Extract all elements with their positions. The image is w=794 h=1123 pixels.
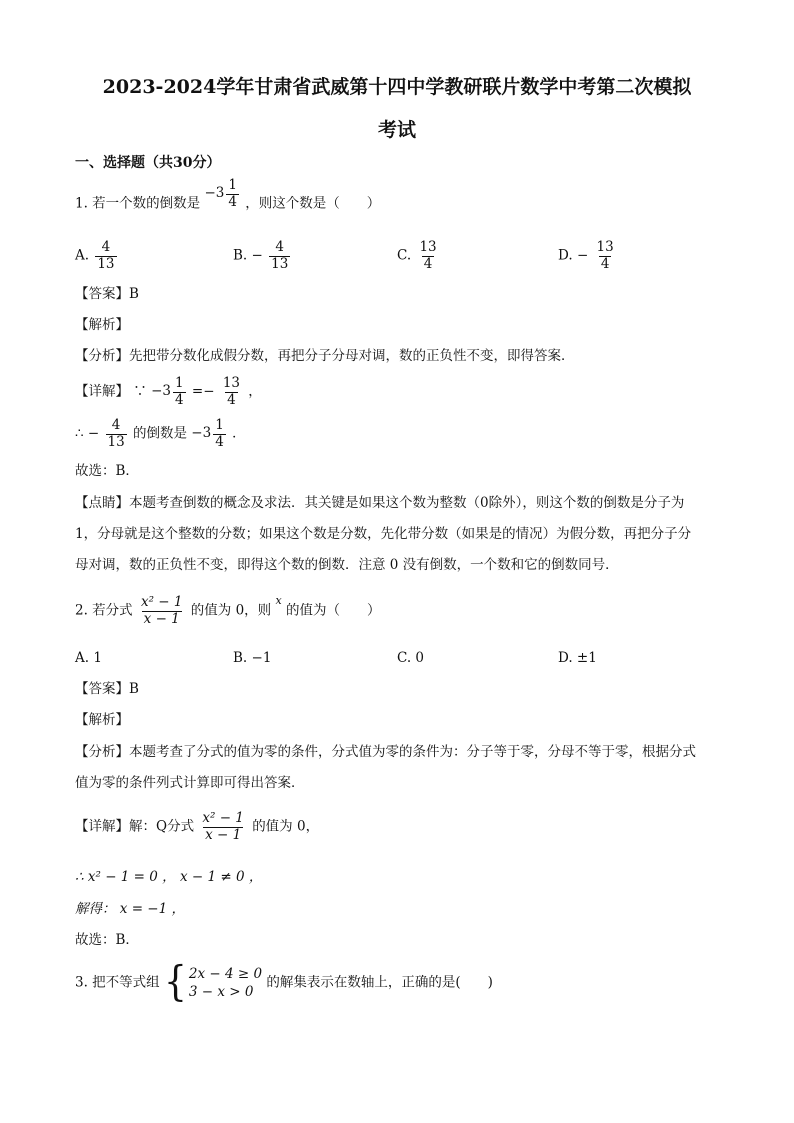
brace: { (163, 959, 187, 1007)
mixed-number (151, 376, 188, 408)
q1-answer: 【答案】B (75, 286, 139, 302)
step-text: 解得： x = −1 ， (75, 901, 185, 917)
q2-stem (75, 595, 380, 627)
fraction-denominator: 4 (423, 255, 433, 272)
q3-prefix: 3. 把不等式组 (75, 974, 160, 991)
mixed-number (191, 418, 228, 450)
q1-mixed-int: −3 (204, 185, 225, 202)
page-title-line1: 2023-2024学年甘肃省武威第十四中学教研联片数学中考第二次模拟 (102, 76, 692, 98)
fraction-denominator: 13 (271, 255, 289, 272)
q2-option-c: C. 0 (397, 650, 425, 666)
q3-stem (75, 959, 493, 1007)
option-label: D. (558, 247, 573, 264)
fraction-numerator: 13 (419, 239, 437, 255)
q1-option-b (233, 240, 292, 272)
q1-option-a (75, 240, 119, 272)
fraction-numerator: 1 (175, 375, 184, 391)
q2-fenxi-line2: 值为零的条件列式计算即可得出答案． (75, 775, 305, 791)
q1-mixed-number (204, 178, 241, 210)
q2-option-d: D. ±1 (558, 650, 597, 666)
q2-prefix: 2. 若分式 (75, 602, 133, 619)
q2-detail (75, 811, 319, 843)
q1-prefix: 1. 若一个数的倒数是 (75, 195, 201, 212)
therefore-symbol: ∴ (75, 425, 84, 442)
q2-suffix2: 的值为（ ） (285, 602, 381, 619)
q2-option-a: A. 1 (75, 650, 102, 666)
inequality-rows (189, 965, 262, 1001)
q2-answer: 【答案】B (75, 681, 139, 697)
fraction-denominator: 4 (600, 255, 610, 272)
q1-choice: 故选：B． (75, 463, 139, 479)
inequality-system (163, 959, 263, 1007)
therefore-fraction (106, 418, 127, 450)
q1-mixed-den: 4 (228, 193, 237, 210)
q2-option-b: B. −1 (233, 650, 272, 666)
q2-choice: 故选：B． (75, 932, 139, 948)
q1-detail (75, 376, 262, 408)
fraction-denominator: 4 (175, 391, 184, 408)
minus-sign: − (87, 425, 100, 442)
q1-remark-line1: 【点睛】本题考查倒数的概念及求法．其关键是如果这个数为整数（0除外），则这个数的倒数是分子为 (75, 495, 685, 511)
q1-mixed-num: 1 (228, 177, 237, 193)
mixed-frac (173, 376, 186, 408)
fraction-numerator: x² − 1 (140, 594, 183, 610)
detail-prefix: 【详解】解：Q分式 (75, 818, 195, 835)
q1-option-d (558, 240, 618, 272)
fraction-numerator: 13 (596, 239, 614, 255)
section-heading: 一、选择题（共30分） (75, 155, 221, 171)
fraction-numerator: 4 (275, 239, 285, 255)
equals-sign: =− (191, 383, 215, 400)
page-title-line2: 考试 (377, 119, 416, 141)
q2-suffix: 的值为 0，则 (190, 602, 272, 619)
fraction-denominator: 13 (97, 255, 115, 272)
fraction-numerator: 4 (111, 417, 121, 433)
inequality-row-2: 3 − x > 0 (188, 984, 254, 1001)
option-sign: − (576, 247, 589, 264)
option-fraction (417, 240, 438, 272)
q1-mixed-frac (226, 178, 239, 210)
q1-suffix: ，则这个数是（ ） (245, 195, 381, 212)
q1-remark-line3: 母对调，数的正负性不变，即得这个数的倒数．注意 0 没有倒数，一个数和它的倒数同号． (75, 557, 619, 573)
option-fraction (595, 240, 616, 272)
q2-fenxi-line1: 【分析】本题考查了分式的值为零的条件，分式值为零的条件为：分子等于零，分母不等于零，根据分式 (75, 744, 696, 760)
fraction-numerator: 1 (215, 417, 224, 433)
option-sign: − (251, 247, 263, 264)
q2-step1 (75, 871, 262, 885)
detail-fraction (200, 811, 246, 843)
q1-stem (75, 177, 381, 220)
q1-remark-line2: 1，分母就是这个整数的分数；如果这个数是分数，先化带分数（如果是的情况）为假分数，再把分子分 (75, 526, 692, 542)
detail-suffix: 的值为 0， (252, 818, 320, 835)
fraction-numerator: x² − 1 (202, 810, 244, 826)
fraction-denominator: x − 1 (143, 610, 180, 627)
variable-x: x (275, 594, 282, 607)
mixed-int: −3 (151, 383, 171, 400)
q1-analysis-label: 【解析】 (75, 317, 129, 333)
q3-suffix: 的解集表示在数轴上，正确的是( ) (266, 974, 493, 991)
fraction-denominator: 4 (215, 433, 224, 450)
option-fraction (269, 240, 290, 272)
punctuation: ． (232, 425, 246, 442)
option-label: B. (233, 247, 248, 264)
q2-analysis-label: 【解析】 (75, 712, 129, 728)
q1-option-c (397, 240, 441, 272)
mixed-int: −3 (191, 425, 212, 442)
fraction-numerator: 4 (101, 239, 111, 255)
fraction-denominator: 4 (227, 391, 236, 408)
detail-tag: 【详解】 (75, 383, 129, 400)
inequality-row-1: 2x − 4 ≥ 0 (188, 966, 263, 982)
option-label: C. (397, 247, 412, 264)
q1-fenxi: 【分析】先把带分数化成假分数，再把分子分母对调，数的正负性不变，即得答案． (75, 348, 575, 364)
option-label: A. (75, 247, 90, 264)
fraction-denominator: x − 1 (205, 826, 242, 843)
because-symbol: ∵ (133, 383, 147, 400)
step-text: ∴ x² − 1 = 0 ， x − 1 ≠ 0 ， (75, 869, 263, 885)
punctuation: ， (248, 383, 262, 400)
option-fraction (95, 240, 116, 272)
fraction-numerator: 13 (222, 375, 240, 391)
q1-therefore (75, 418, 246, 450)
fraction-denominator: 13 (107, 433, 125, 450)
therefore-text: 的倒数是 (132, 425, 187, 442)
result-fraction (221, 376, 242, 408)
mixed-frac (213, 418, 226, 450)
q2-step2 (75, 903, 185, 917)
q2-fraction (139, 595, 185, 627)
